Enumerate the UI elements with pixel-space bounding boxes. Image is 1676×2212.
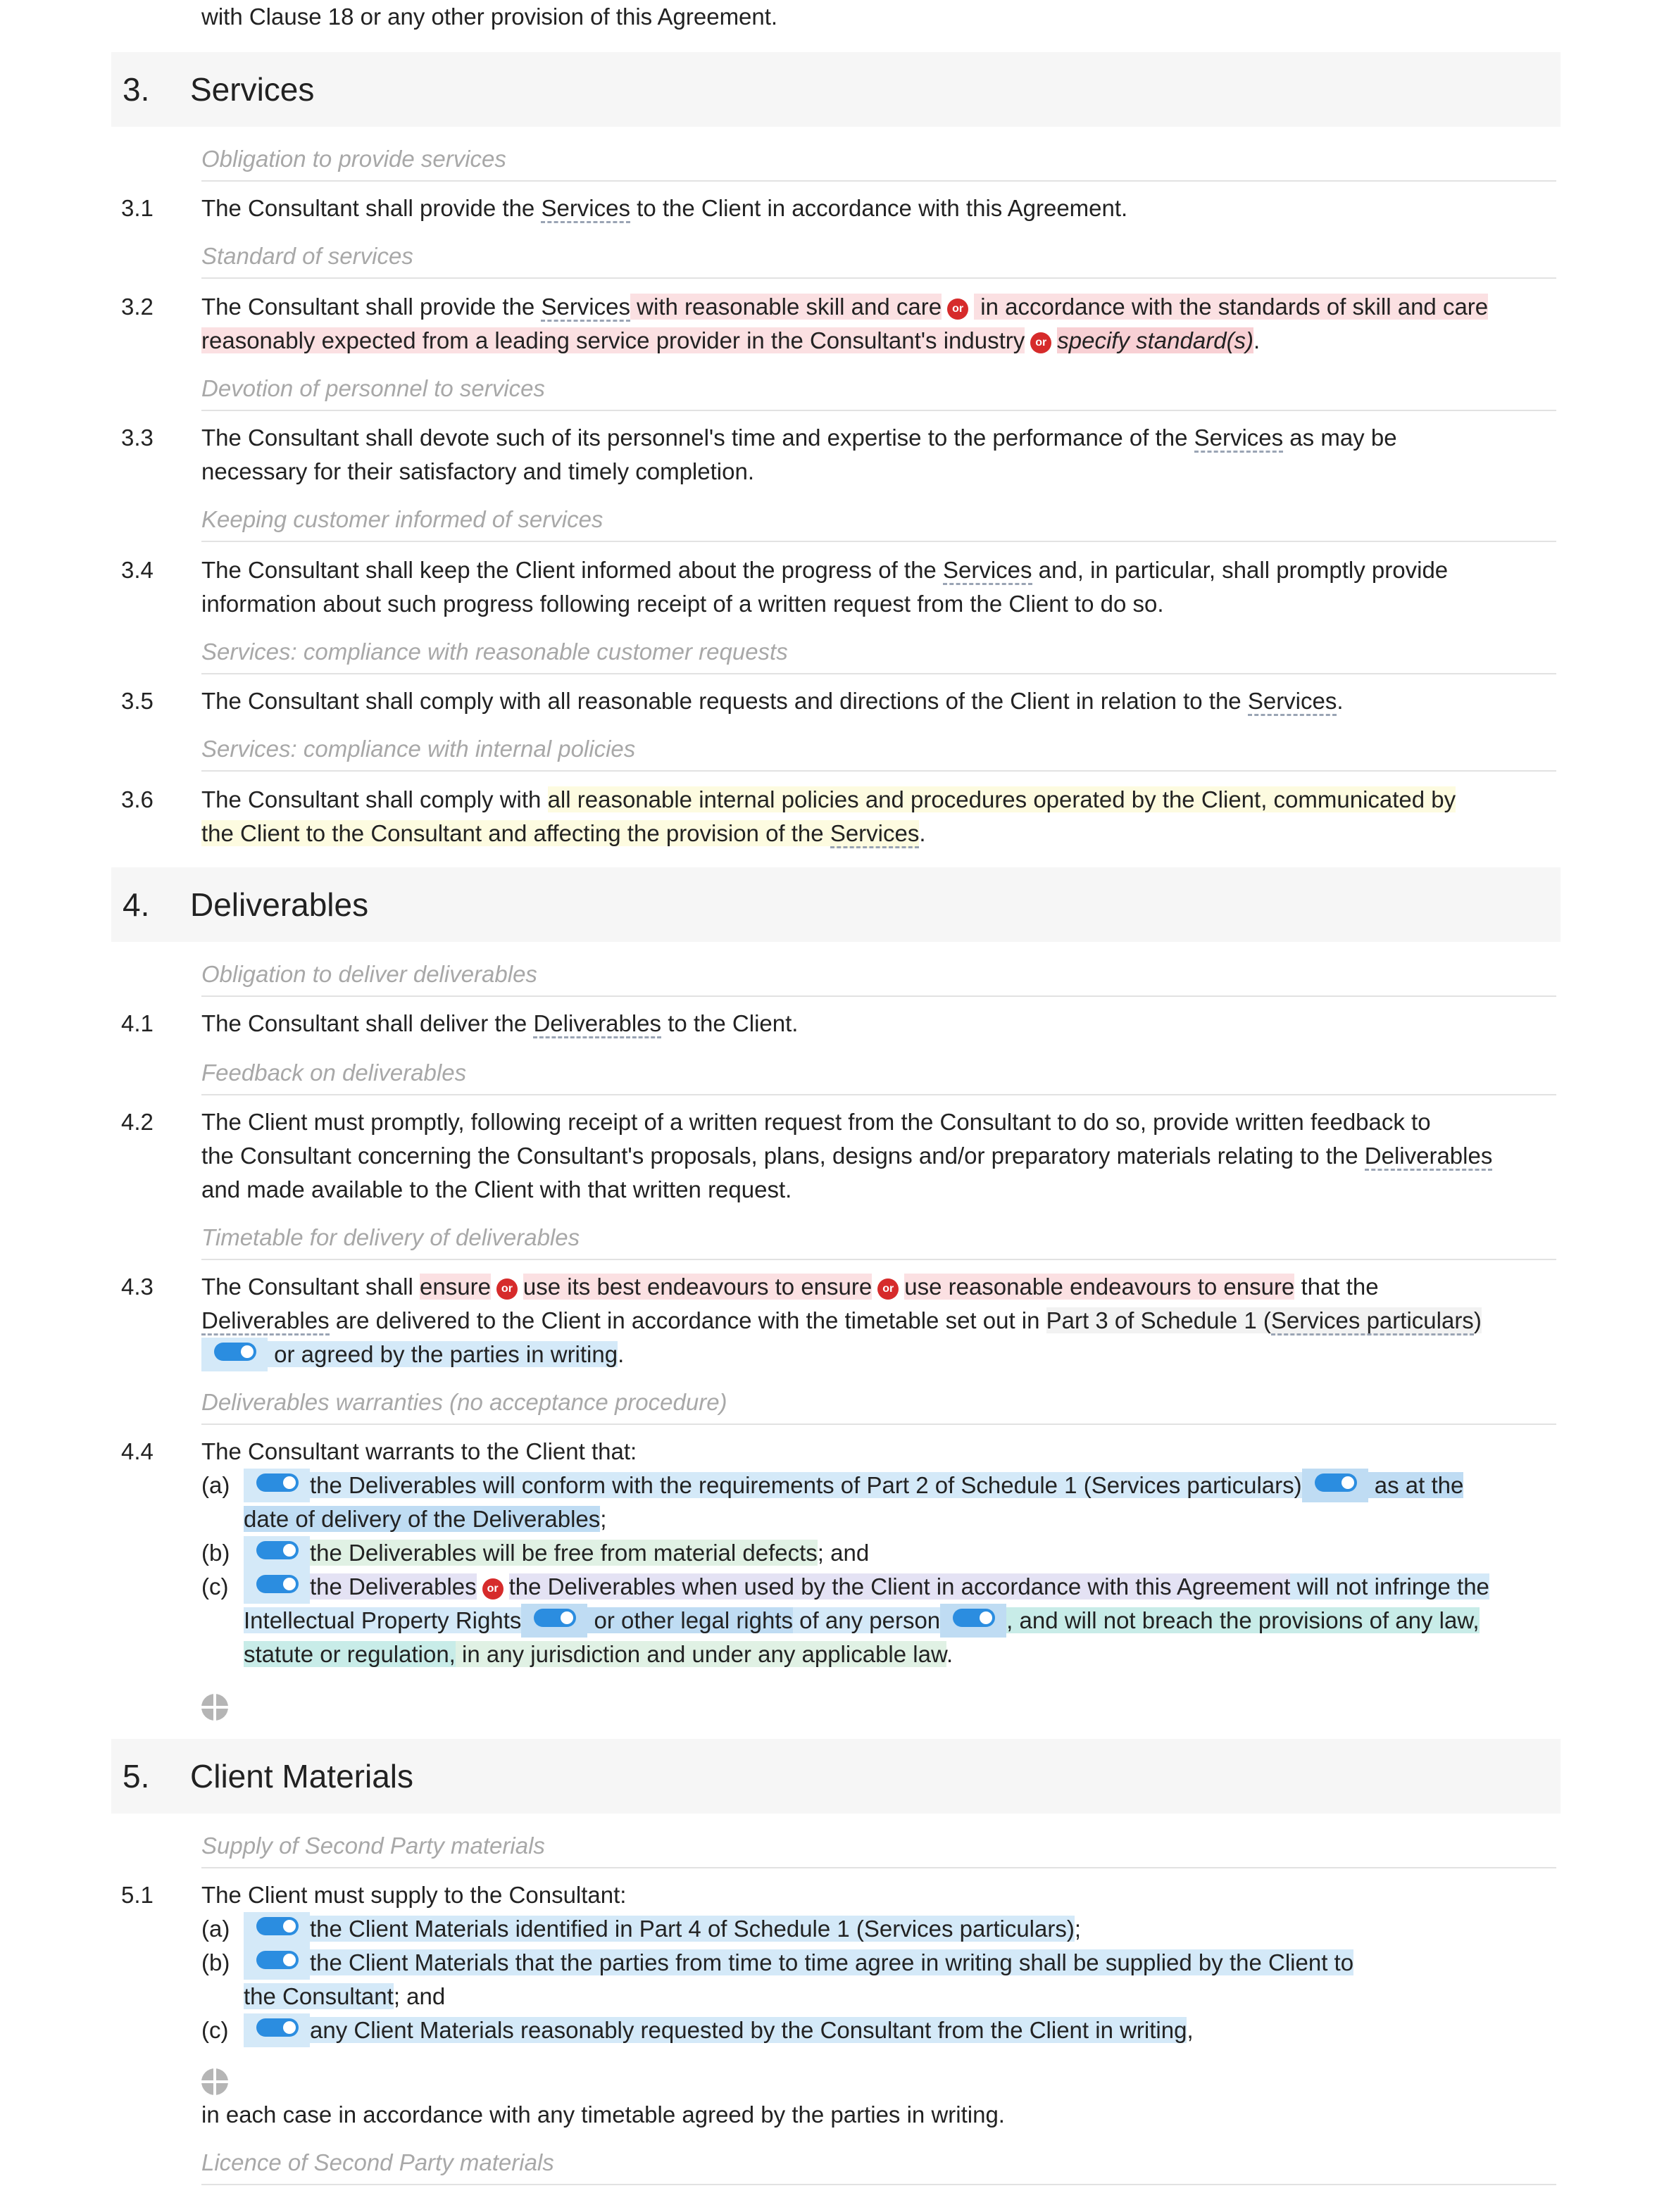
optional-text[interactable]: the Deliverables will be free from material defects	[310, 1540, 818, 1566]
optional-text[interactable]: of any person	[793, 1607, 941, 1633]
defined-term-services[interactable]: Services	[541, 195, 630, 223]
clause-number: 4.2	[121, 1109, 154, 1135]
clause-subheading: Licence of Second Party materials	[201, 2146, 1556, 2185]
optional-toggle-block[interactable]	[521, 1604, 587, 1638]
option-text[interactable]: the Deliverables	[310, 1573, 477, 1600]
clause-number: 3.3	[121, 425, 154, 451]
clause-number: 4.3	[121, 1274, 154, 1300]
clause-subheading: Feedback on deliverables	[201, 1056, 1556, 1095]
add-element-icon[interactable]	[201, 1694, 228, 1721]
or-badge[interactable]: or	[482, 1578, 504, 1600]
optional-toggle-block[interactable]	[244, 1536, 310, 1570]
defined-term-deliverables[interactable]: Deliverables	[533, 1010, 661, 1038]
optional-text[interactable]: in any jurisdiction and under any applicable law	[455, 1641, 946, 1667]
optional-text[interactable]: as at the	[1368, 1472, 1464, 1498]
optional-text[interactable]: statute or regulation,	[244, 1641, 456, 1667]
or-badge[interactable]: or	[496, 1278, 518, 1300]
option-text[interactable]: use its best endeavours to ensure	[523, 1274, 873, 1300]
toggle-switch[interactable]	[214, 1343, 256, 1361]
optional-toggle-block[interactable]	[201, 1338, 268, 1371]
clause-number: 3.2	[121, 294, 154, 320]
clause-number: 3.1	[121, 195, 154, 221]
optional-text[interactable]: date of delivery of the Deliverables	[244, 1506, 601, 1532]
clause-number: 3.6	[121, 786, 154, 812]
optional-text[interactable]: the Client Materials identified in Part 4 of Schedule 1 (Services particulars)	[310, 1916, 1075, 1942]
optional-toggle-block[interactable]	[940, 1604, 1006, 1638]
clause-number: 4.4	[121, 1438, 154, 1464]
defined-term-services[interactable]: Services	[1248, 688, 1337, 716]
optional-text[interactable]: or other legal rights	[587, 1607, 794, 1633]
or-badge[interactable]: or	[947, 299, 968, 320]
option-text[interactable]: the Deliverables when used by the Client in accordance with this Agreement	[508, 1573, 1291, 1600]
clause-subheading: Devotion of personnel to services	[201, 372, 1556, 411]
section-title: Services	[190, 71, 315, 108]
section-number: 3.	[123, 71, 150, 108]
toggle-switch[interactable]	[256, 1541, 299, 1559]
toggle-switch[interactable]	[256, 1473, 299, 1492]
option-text[interactable]: reasonably expected from a leading service provider in the Consultant's industry	[201, 327, 1025, 353]
defined-term-deliverables[interactable]: Deliverables	[1365, 1143, 1493, 1171]
clause-number: 3.5	[121, 688, 154, 714]
toggle-switch[interactable]	[534, 1609, 576, 1627]
defined-term-deliverables[interactable]: Deliverables	[201, 1307, 330, 1336]
toggle-switch[interactable]	[256, 1575, 299, 1593]
clause-subheading: Keeping customer informed of services	[201, 503, 1556, 542]
optional-text[interactable]: all reasonable internal policies and procedures operated by the Client, communicated by	[547, 786, 1456, 812]
optional-text[interactable]: any Client Materials reasonably requested by the Consultant from the Client in writing	[310, 2017, 1187, 2043]
optional-text[interactable]: will not infringe the	[1290, 1573, 1489, 1600]
clause-number: 5.1	[121, 1882, 154, 1908]
option-text[interactable]: with reasonable skill and care	[630, 294, 942, 320]
optional-toggle-block[interactable]	[244, 1946, 310, 1980]
toggle-switch[interactable]	[256, 1951, 299, 1969]
clause-subheading: Services: compliance with reasonable customer requests	[201, 635, 1556, 674]
clause-subheading: Timetable for delivery of deliverables	[201, 1221, 1556, 1260]
section-number: 5.	[123, 1758, 150, 1795]
toggle-switch[interactable]	[256, 1917, 299, 1935]
section-heading-4[interactable]	[111, 867, 1561, 942]
optional-text[interactable]: the Consultant	[244, 1983, 394, 2009]
or-badge[interactable]: or	[1030, 332, 1051, 353]
clause-subheading: Obligation to provide services	[201, 142, 1556, 182]
optional-toggle-block[interactable]	[1302, 1469, 1368, 1502]
continued-clause-text: with Clause 18 or any other provision of this Agreement.	[201, 4, 778, 30]
section-number: 4.	[123, 886, 150, 923]
defined-term-services[interactable]: Services	[541, 294, 630, 322]
clause-number: 3.4	[121, 557, 154, 583]
toggle-switch[interactable]	[256, 2018, 299, 2037]
optional-text[interactable]: the Deliverables will conform with the requirements of Part 2 of Schedule 1 (Services particulars)	[310, 1472, 1302, 1498]
toggle-switch[interactable]	[1315, 1473, 1357, 1492]
defined-term-services[interactable]: Services	[830, 820, 920, 848]
option-placeholder[interactable]: specify standard(s)	[1057, 327, 1254, 353]
clause-number: 4.1	[121, 1010, 154, 1036]
add-element-icon[interactable]	[201, 2068, 228, 2095]
clause-subheading: Obligation to deliver deliverables	[201, 957, 1556, 997]
option-text[interactable]: use reasonable endeavours to ensure	[904, 1274, 1295, 1300]
section-title: Deliverables	[190, 886, 369, 923]
clause-subheading: Deliverables warranties (no acceptance procedure)	[201, 1385, 1556, 1425]
toggle-switch[interactable]	[953, 1609, 995, 1627]
defined-term-services[interactable]: Services	[1194, 425, 1284, 453]
clause-subheading: Services: compliance with internal policies	[201, 732, 1556, 772]
optional-text[interactable]: the Client to the Consultant and affecting the provision of the	[201, 820, 830, 846]
optional-text[interactable]: or agreed by the parties in writing	[268, 1341, 618, 1367]
defined-term-ipr[interactable]: Intellectual Property Rights	[244, 1607, 522, 1633]
section-heading-3[interactable]	[111, 52, 1561, 127]
optional-text[interactable]: , and will not breach the provisions of any law,	[1006, 1607, 1480, 1633]
optional-toggle-block[interactable]	[244, 1570, 310, 1604]
clause-subheading: Standard of services	[201, 239, 1556, 279]
section-heading-5[interactable]	[111, 1739, 1561, 1814]
section-title: Client Materials	[190, 1758, 413, 1795]
defined-term-services-particulars[interactable]: Services particulars	[1271, 1307, 1474, 1336]
option-text[interactable]: ensure	[420, 1274, 491, 1300]
option-text[interactable]: in accordance with the standards of skill and care	[974, 294, 1489, 320]
clause-subheading: Supply of Second Party materials	[201, 1829, 1556, 1868]
optional-toggle-block[interactable]	[244, 2013, 310, 2047]
defined-term-services[interactable]: Services	[943, 557, 1032, 585]
or-badge[interactable]: or	[877, 1278, 899, 1300]
optional-toggle-block[interactable]	[244, 1912, 310, 1946]
optional-toggle-block[interactable]	[244, 1469, 310, 1502]
optional-text[interactable]: the Client Materials that the parties from time to time agree in writing shall be supplied by the Client to	[310, 1949, 1354, 1975]
